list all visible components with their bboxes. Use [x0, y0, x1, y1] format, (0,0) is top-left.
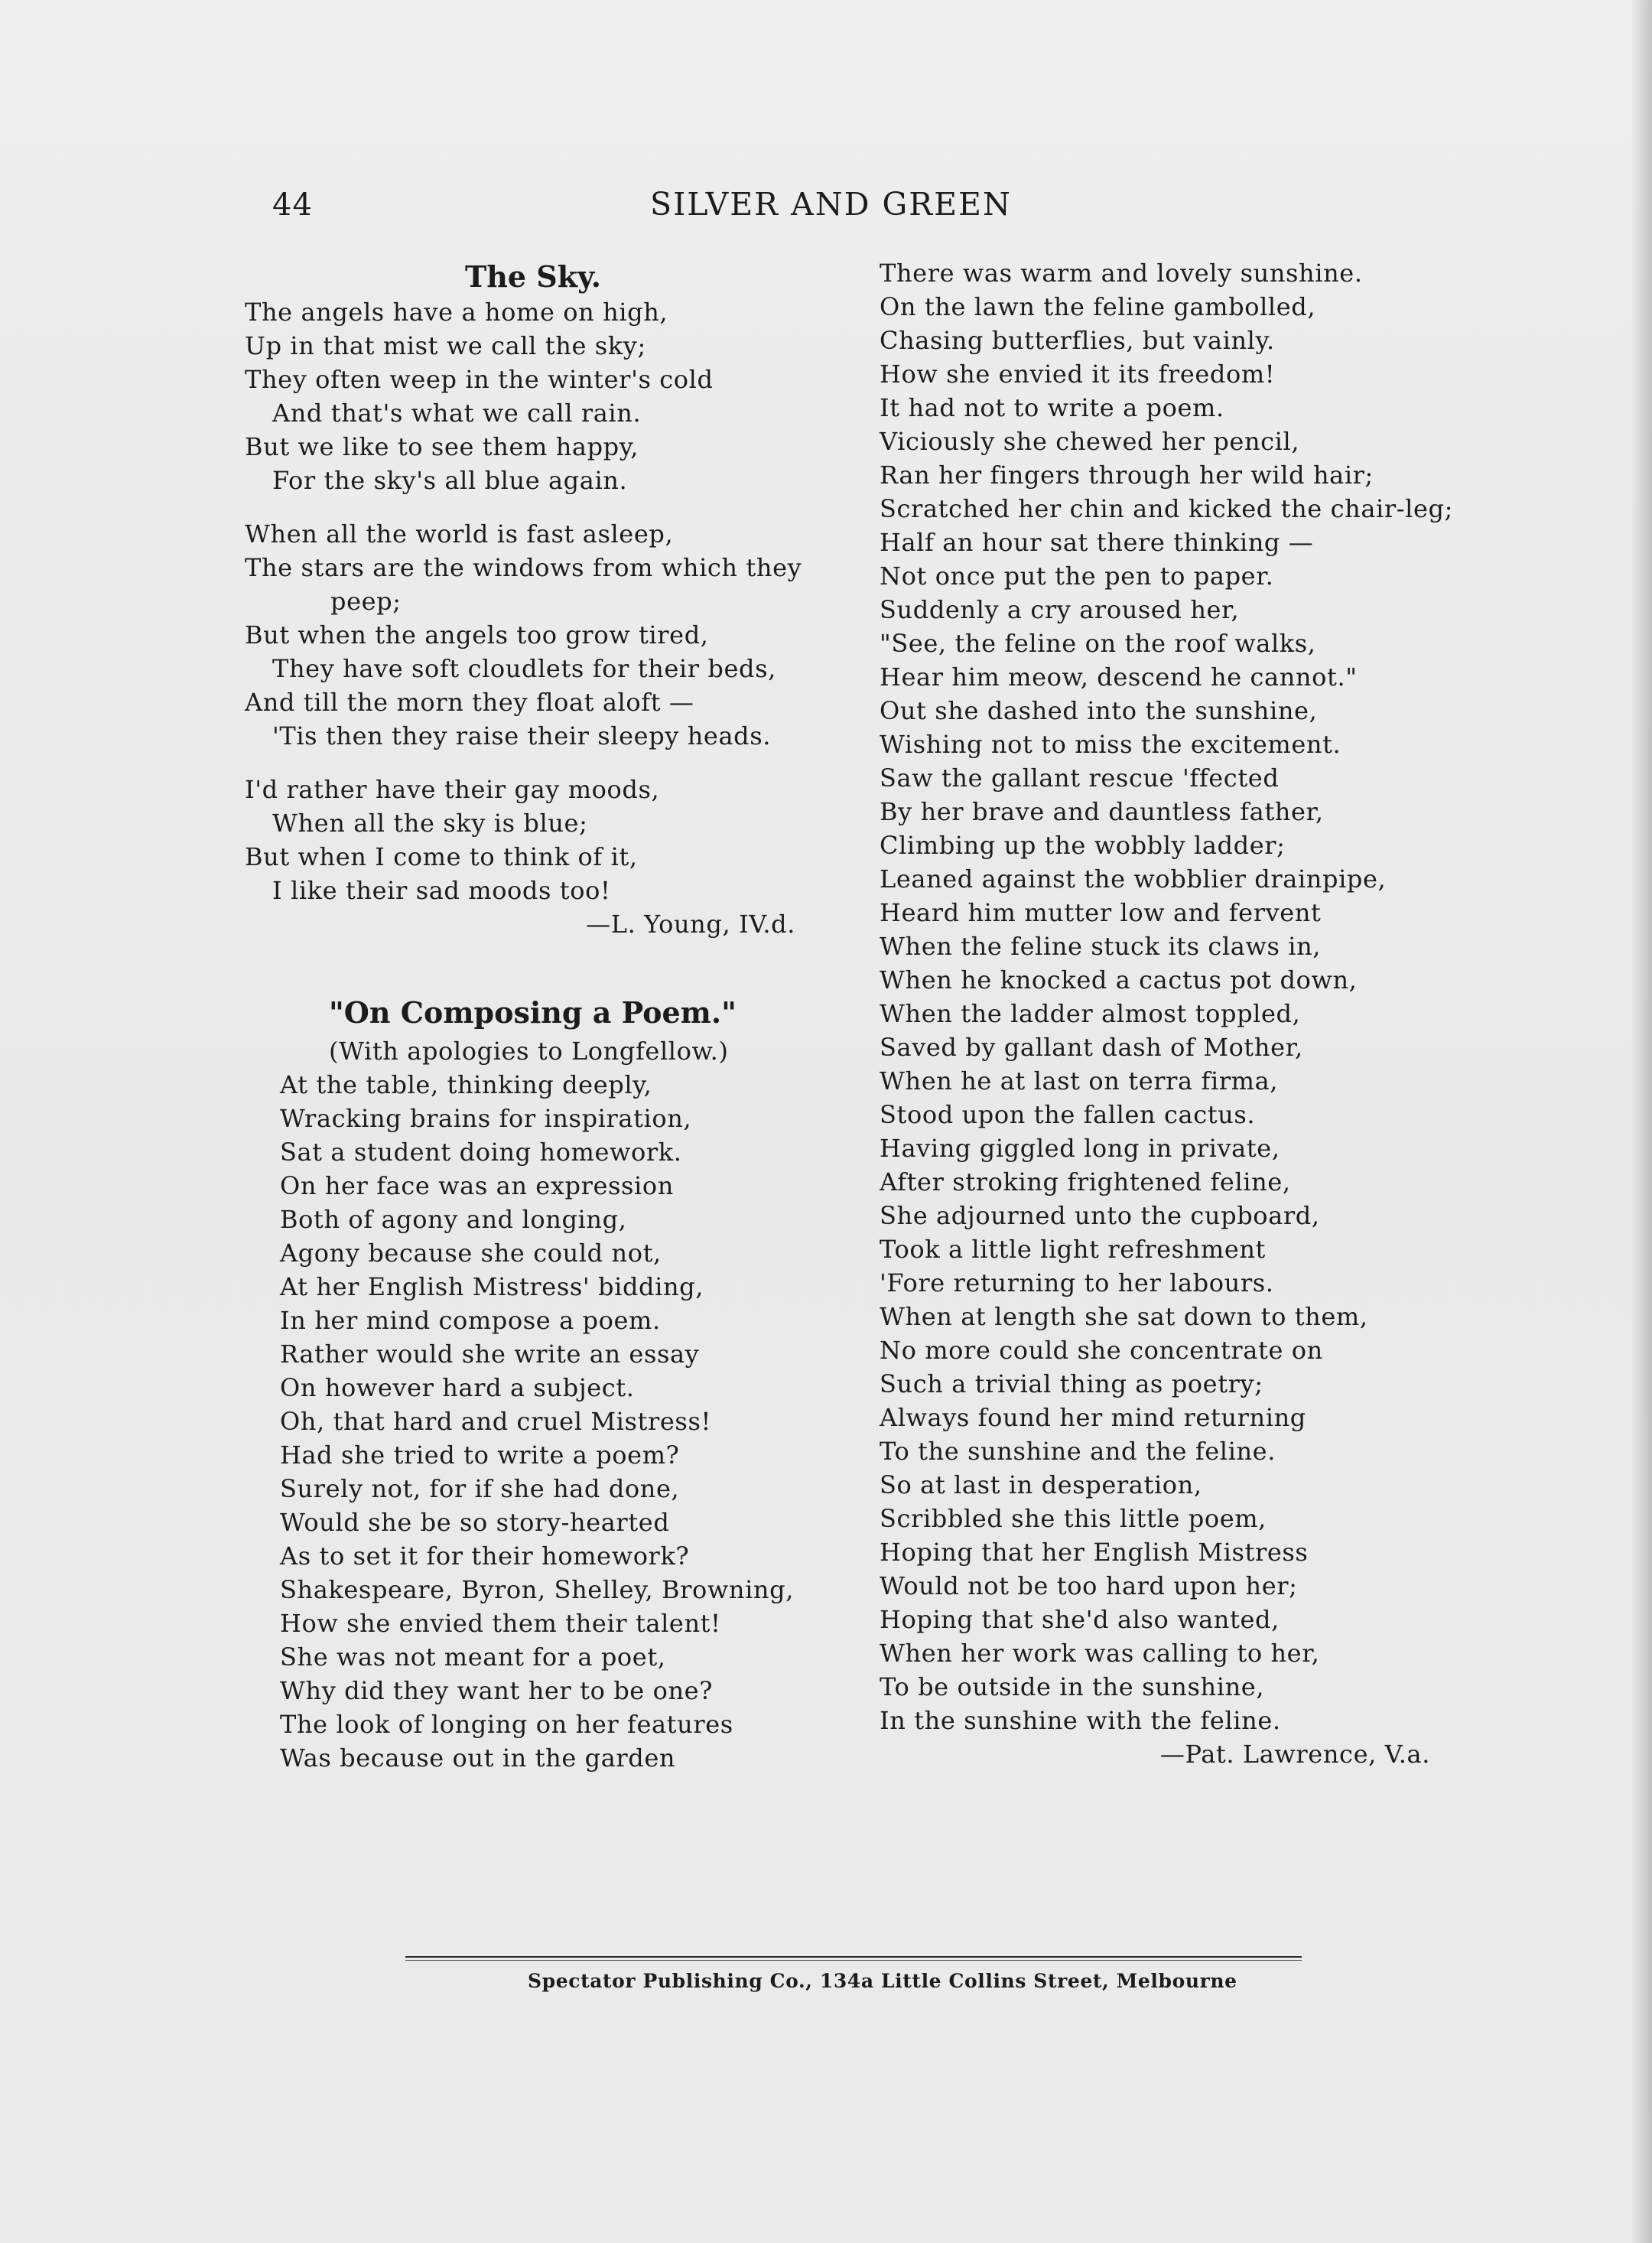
- poem-line: Saved by gallant dash of Mother,: [880, 1033, 1303, 1062]
- poem-line: Always found her mind returning: [880, 1403, 1306, 1432]
- poem-line: It had not to write a poem.: [880, 393, 1224, 422]
- poem-line: Hear him meow, descend he cannot.": [880, 662, 1358, 692]
- poem-line: When the feline stuck its claws in,: [880, 932, 1322, 961]
- poem-line: On her face was an expression: [280, 1171, 674, 1200]
- poem-line: But when I come to think of it,: [245, 842, 638, 871]
- poem-line: When he at last on terra firma,: [880, 1066, 1279, 1095]
- poem-line: Chasing butterflies, but vainly.: [880, 326, 1275, 355]
- poem-line: After stroking frightened feline,: [880, 1167, 1291, 1196]
- poem-line: When all the sky is blue;: [272, 809, 588, 838]
- poem-line: To be outside in the sunshine,: [880, 1672, 1265, 1701]
- poem-line: By her brave and dauntless father,: [880, 797, 1324, 826]
- poem-line: Viciously she chewed her pencil,: [880, 427, 1300, 456]
- poem-line: Surely not, for if she had done,: [280, 1474, 680, 1503]
- right-column: [880, 256, 1454, 1771]
- poem-stanza: [245, 517, 841, 753]
- poem-line: Hoping that she'd also wanted,: [880, 1605, 1280, 1634]
- poem-stanza: [245, 773, 841, 907]
- poem-stanza: [245, 295, 841, 497]
- poem-line: Had she tried to write a poem?: [280, 1441, 680, 1470]
- page-edge-shadow: [1631, 0, 1652, 2243]
- poem-line: When he knocked a cactus pot down,: [880, 965, 1358, 995]
- poem-line: She adjourned unto the cupboard,: [880, 1201, 1320, 1230]
- poem-line: Suddenly a cry aroused her,: [880, 595, 1240, 624]
- poem-line: 'Tis then they raise their sleepy heads.: [272, 721, 772, 750]
- poem-line: Scribbled she this little poem,: [880, 1504, 1267, 1533]
- poem-line: In the sunshine with the feline.: [880, 1706, 1281, 1735]
- poem-line: How she envied them their talent!: [280, 1609, 721, 1638]
- poem-signature: —L. Young, IV.d.: [586, 910, 795, 939]
- poem-line: Ran her fingers through her wild hair;: [880, 461, 1374, 490]
- poem-line: Having giggled long in private,: [880, 1134, 1280, 1163]
- poem-line: The look of longing on her features: [280, 1710, 733, 1739]
- poem-line: Wracking brains for inspiration,: [280, 1104, 692, 1133]
- poem-line: Took a little light refreshment: [880, 1235, 1267, 1264]
- poem-line: Not once put the pen to paper.: [880, 562, 1274, 591]
- poem-line: Leaned against the wobblier drainpipe,: [880, 864, 1387, 894]
- poem-title-the-sky: The Sky.: [465, 259, 602, 294]
- poem-line: Why did they want her to be one?: [280, 1676, 713, 1705]
- poem-line: Wishing not to miss the excitement.: [880, 730, 1341, 759]
- poem-line: As to set it for their homework?: [280, 1541, 690, 1571]
- poem-line: No more could she concentrate on: [880, 1336, 1323, 1365]
- poem-line: Was because out in the garden: [280, 1743, 676, 1773]
- publisher-imprint: Spectator Publishing Co., 134a Little Collins Street, Melbourne: [528, 1970, 1237, 1992]
- left-column: [245, 260, 841, 1775]
- poem-line: Agony because she could not,: [280, 1239, 662, 1268]
- poem-line: Half an hour sat there thinking —: [880, 528, 1314, 557]
- poem-line: So at last in desperation,: [880, 1470, 1202, 1499]
- poem-title-on-composing: "On Composing a Poem.": [329, 995, 737, 1030]
- footer-rule-secondary: [405, 1960, 1302, 1961]
- page-number: 44: [272, 187, 313, 223]
- poem-line: "See, the feline on the roof walks,: [880, 629, 1316, 658]
- poem-line: I'd rather have their gay moods,: [245, 775, 660, 804]
- poem-line: And till the morn they float aloft —: [245, 688, 694, 717]
- poem-line: Sat a student doing homework.: [280, 1138, 682, 1167]
- poem-line: But when the angels too grow tired,: [245, 620, 709, 649]
- poem-line: 'Fore returning to her labours.: [880, 1268, 1274, 1297]
- poem-line: There was warm and lovely sunshine.: [880, 259, 1363, 288]
- poem-line: They often weep in the winter's cold: [245, 365, 714, 394]
- poem-line: Would she be so story-hearted: [280, 1508, 670, 1537]
- poem-body-left: [245, 1068, 841, 1775]
- poem-line: The angels have a home on high,: [245, 298, 668, 327]
- poem-line: I like their sad moods too!: [272, 876, 611, 905]
- footer-rule: [405, 1956, 1302, 1958]
- poem-line: Saw the gallant rescue 'ffected: [880, 763, 1280, 793]
- poem-line: Up in that mist we call the sky;: [245, 331, 646, 360]
- poem-line: In her mind compose a poem.: [280, 1306, 661, 1335]
- poem-line: Both of agony and longing,: [280, 1205, 627, 1234]
- poem-line: For the sky's all blue again.: [272, 466, 628, 495]
- poem-line: On the lawn the feline gambolled,: [880, 292, 1316, 321]
- poem-line: But we like to see them happy,: [245, 432, 639, 461]
- poem-line: Out she dashed into the sunshine,: [880, 696, 1318, 725]
- poem-line: To the sunshine and the feline.: [880, 1437, 1276, 1466]
- poem-line: Would not be too hard upon her;: [880, 1571, 1298, 1600]
- poem-line: The stars are the windows from which they: [245, 553, 802, 582]
- poem-line: And that's what we call rain.: [272, 399, 642, 428]
- poem-line: When her work was calling to her,: [880, 1639, 1320, 1668]
- poem-line: Oh, that hard and cruel Mistress!: [280, 1407, 711, 1436]
- poem-line: Rather would she write an essay: [280, 1340, 700, 1369]
- poem-line: She was not meant for a poet,: [280, 1642, 666, 1672]
- poem-line: Such a trivial thing as poetry;: [880, 1369, 1263, 1398]
- poem-line: At her English Mistress' bidding,: [280, 1272, 704, 1301]
- poem-line: When all the world is fast asleep,: [245, 519, 674, 549]
- poem-line: At the table, thinking deeply,: [280, 1070, 652, 1099]
- poem-line: Hoping that her English Mistress: [880, 1538, 1309, 1567]
- poem-line: When at length she sat down to them,: [880, 1302, 1368, 1331]
- running-head: SILVER AND GREEN: [650, 186, 1012, 223]
- poem-line: Heard him mutter low and fervent: [880, 898, 1322, 927]
- poem-line: Shakespeare, Byron, Shelley, Browning,: [280, 1575, 794, 1604]
- poem-line: Climbing up the wobbly ladder;: [880, 831, 1286, 860]
- poem-line: When the ladder almost toppled,: [880, 999, 1301, 1028]
- poem-line: Scratched her chin and kicked the chair-leg;: [880, 494, 1454, 523]
- poem-line: Stood upon the fallen cactus.: [880, 1100, 1256, 1129]
- poem-line: How she envied it its freedom!: [880, 360, 1276, 389]
- poem-line: On however hard a subject.: [280, 1373, 635, 1402]
- poem-line: They have soft cloudlets for their beds,: [272, 654, 776, 683]
- poem-subtitle: (With apologies to Longfellow.): [329, 1037, 729, 1066]
- poem-line: peep;: [330, 587, 402, 616]
- poem-signature: —Pat. Lawrence, V.a.: [1159, 1740, 1430, 1769]
